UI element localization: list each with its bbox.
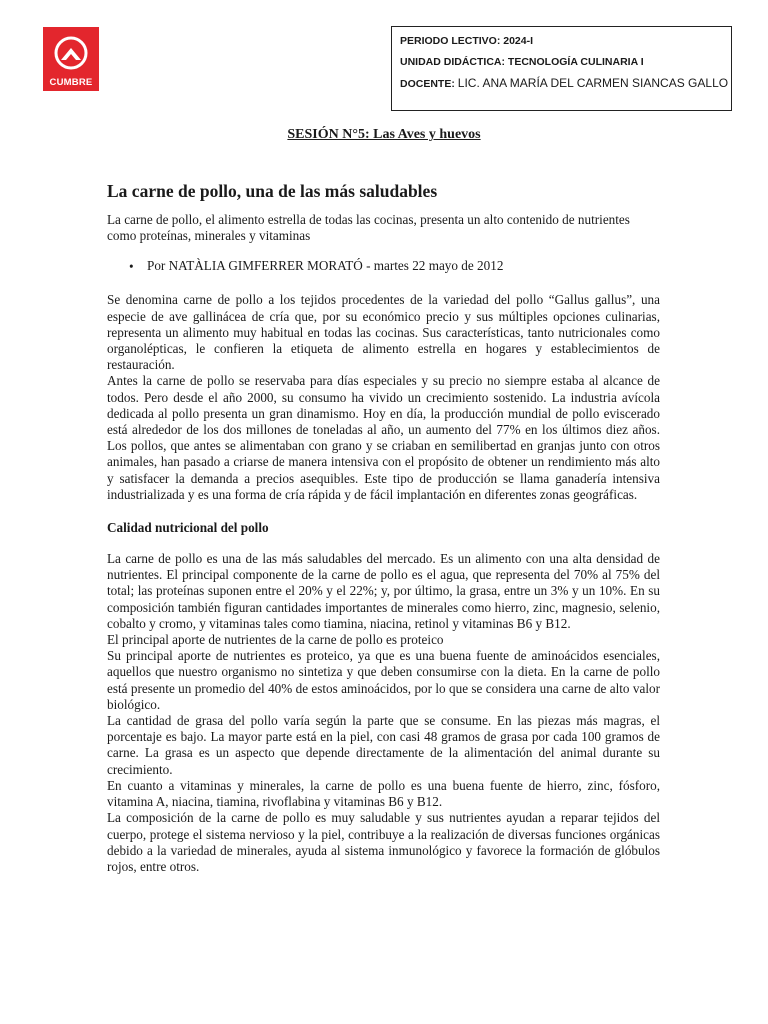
paragraph: El principal aporte de nutrientes de la carne de pollo es proteico <box>107 632 444 648</box>
article-body <box>107 180 660 875</box>
article-intro: La carne de pollo, el alimento estrella de todas las cocinas, presenta un alto contenido de nutrientes como proteínas, minerales y vitaminas <box>107 212 630 244</box>
course-info-box <box>391 26 732 111</box>
paragraph: La composición de la carne de pollo es muy saludable y sus nutrientes ayudan a reparar tejidos del cuerpo, protege el sistema nervioso y la piel, contribuye a la realización de diversas funciones orgánicas debido a la variedad de minerales, ayuda al sistema inmunológico y favorece la formación de glóbulos rojos, entre otros. <box>107 810 660 874</box>
paragraph: Su principal aporte de nutrientes es proteico, ya que es una buena fuente de aminoácidos esenciales, aquellos que nuestro organismo no sintetiza y que deben consumirse con la dieta. En la carne de pollo está presente un promedio del 40% de estos aminoácidos, por lo que se considera una carne de alto valor biológico. <box>107 648 660 712</box>
paragraph: Se denomina carne de pollo a los tejidos procedentes de la variedad del pollo “Gallus gallus”, una especie de ave gallinácea de cría que, por su económico precio y sus múltiples opciones culinarias, representa un alimento muy habitual en todas las cocinas. Sus características, tanto nutricionales como organolépticas, le confieren la etiqueta de alimento estrella en hogares y establecimientos de restauración. <box>107 292 660 373</box>
byline-text: Por NATÀLIA GIMFERRER MORATÓ - martes 22 mayo de 2012 <box>147 258 504 274</box>
section-subtitle: Calidad nutricional del pollo <box>107 520 269 536</box>
paragraph: Antes la carne de pollo se reservaba para días especiales y su precio no siempre estaba al alcance de todos. Pero desde el año 2000, su consumo ha vivido un crecimiento sostenido. La industria avícola dedicada al pollo presenta un gran dinamismo. Hoy en día, la producción mundial de pollo eviscerado está alrededor de los dos millones de toneladas al año, un aumento del 77% en los últimos diez años. Los pollos, que antes se alimentaban con grano y se criaban en semilibertad en granjas junto con otros animales, han pasado a criarse de manera intensiva con el propósito de obtener un rendimiento más alto y satisfacer la demanda a precios asequibles. Este tipo de producción se llama ganadería intensiva industrializada y es una forma de cría rápida y de fácil implantación en diferentes zonas geográficas. <box>107 373 660 502</box>
docente: DOCENTE: LIC. ANA MARÍA DEL CARMEN SIANCAS GALLO <box>400 76 729 90</box>
byline <box>107 258 660 274</box>
paragraph: En cuanto a vitaminas y minerales, la carne de pollo es una buena fuente de hierro, zinc, fósforo, vitamina A, niacina, tiamina, rivoflabina y vitaminas B6 y B12. <box>107 777 660 810</box>
paragraph: La cantidad de grasa del pollo varía según la parte que se consume. En las piezas más magras, el porcentaje es bajo. La mayor parte está en la piel, con casi 48 gramos de grasa por cada 100 gramos de carne. La grasa es un aspecto que depende directamente de la alimentación del animal durante su crecimiento. <box>107 713 660 777</box>
bullet-icon: • <box>129 259 134 275</box>
article-title: La carne de pollo, una de las más saludables <box>107 181 438 201</box>
unidad-didactica: UNIDAD DIDÁCTICA: TECNOLOGÍA CULINARIA I <box>400 56 644 68</box>
cumbre-logo <box>43 27 99 91</box>
session-title: SESIÓN N°5: Las Aves y huevos <box>287 127 481 142</box>
logo-text: CUMBRE <box>49 77 93 88</box>
paragraph: La carne de pollo es una de las más saludables del mercado. Es un alimento con una alta densidad de nutrientes. El principal componente de la carne de pollo es el agua, que representa del 70% al 75% del total; las proteínas suponen entre el 20% y el 22%; y, por último, la grasa, entre un 3% y un 10%. En su composición también figuran cantidades importantes de minerales como hierro, zinc, magnesio, selenio, cobalto y cromo, y vitaminas tales como tiamina, niacina, retinol y vitaminas B6 y B12. <box>107 551 660 631</box>
periodo-lectivo: PERIODO LECTIVO: 2024-I <box>400 35 534 47</box>
mountain-icon <box>54 36 88 72</box>
